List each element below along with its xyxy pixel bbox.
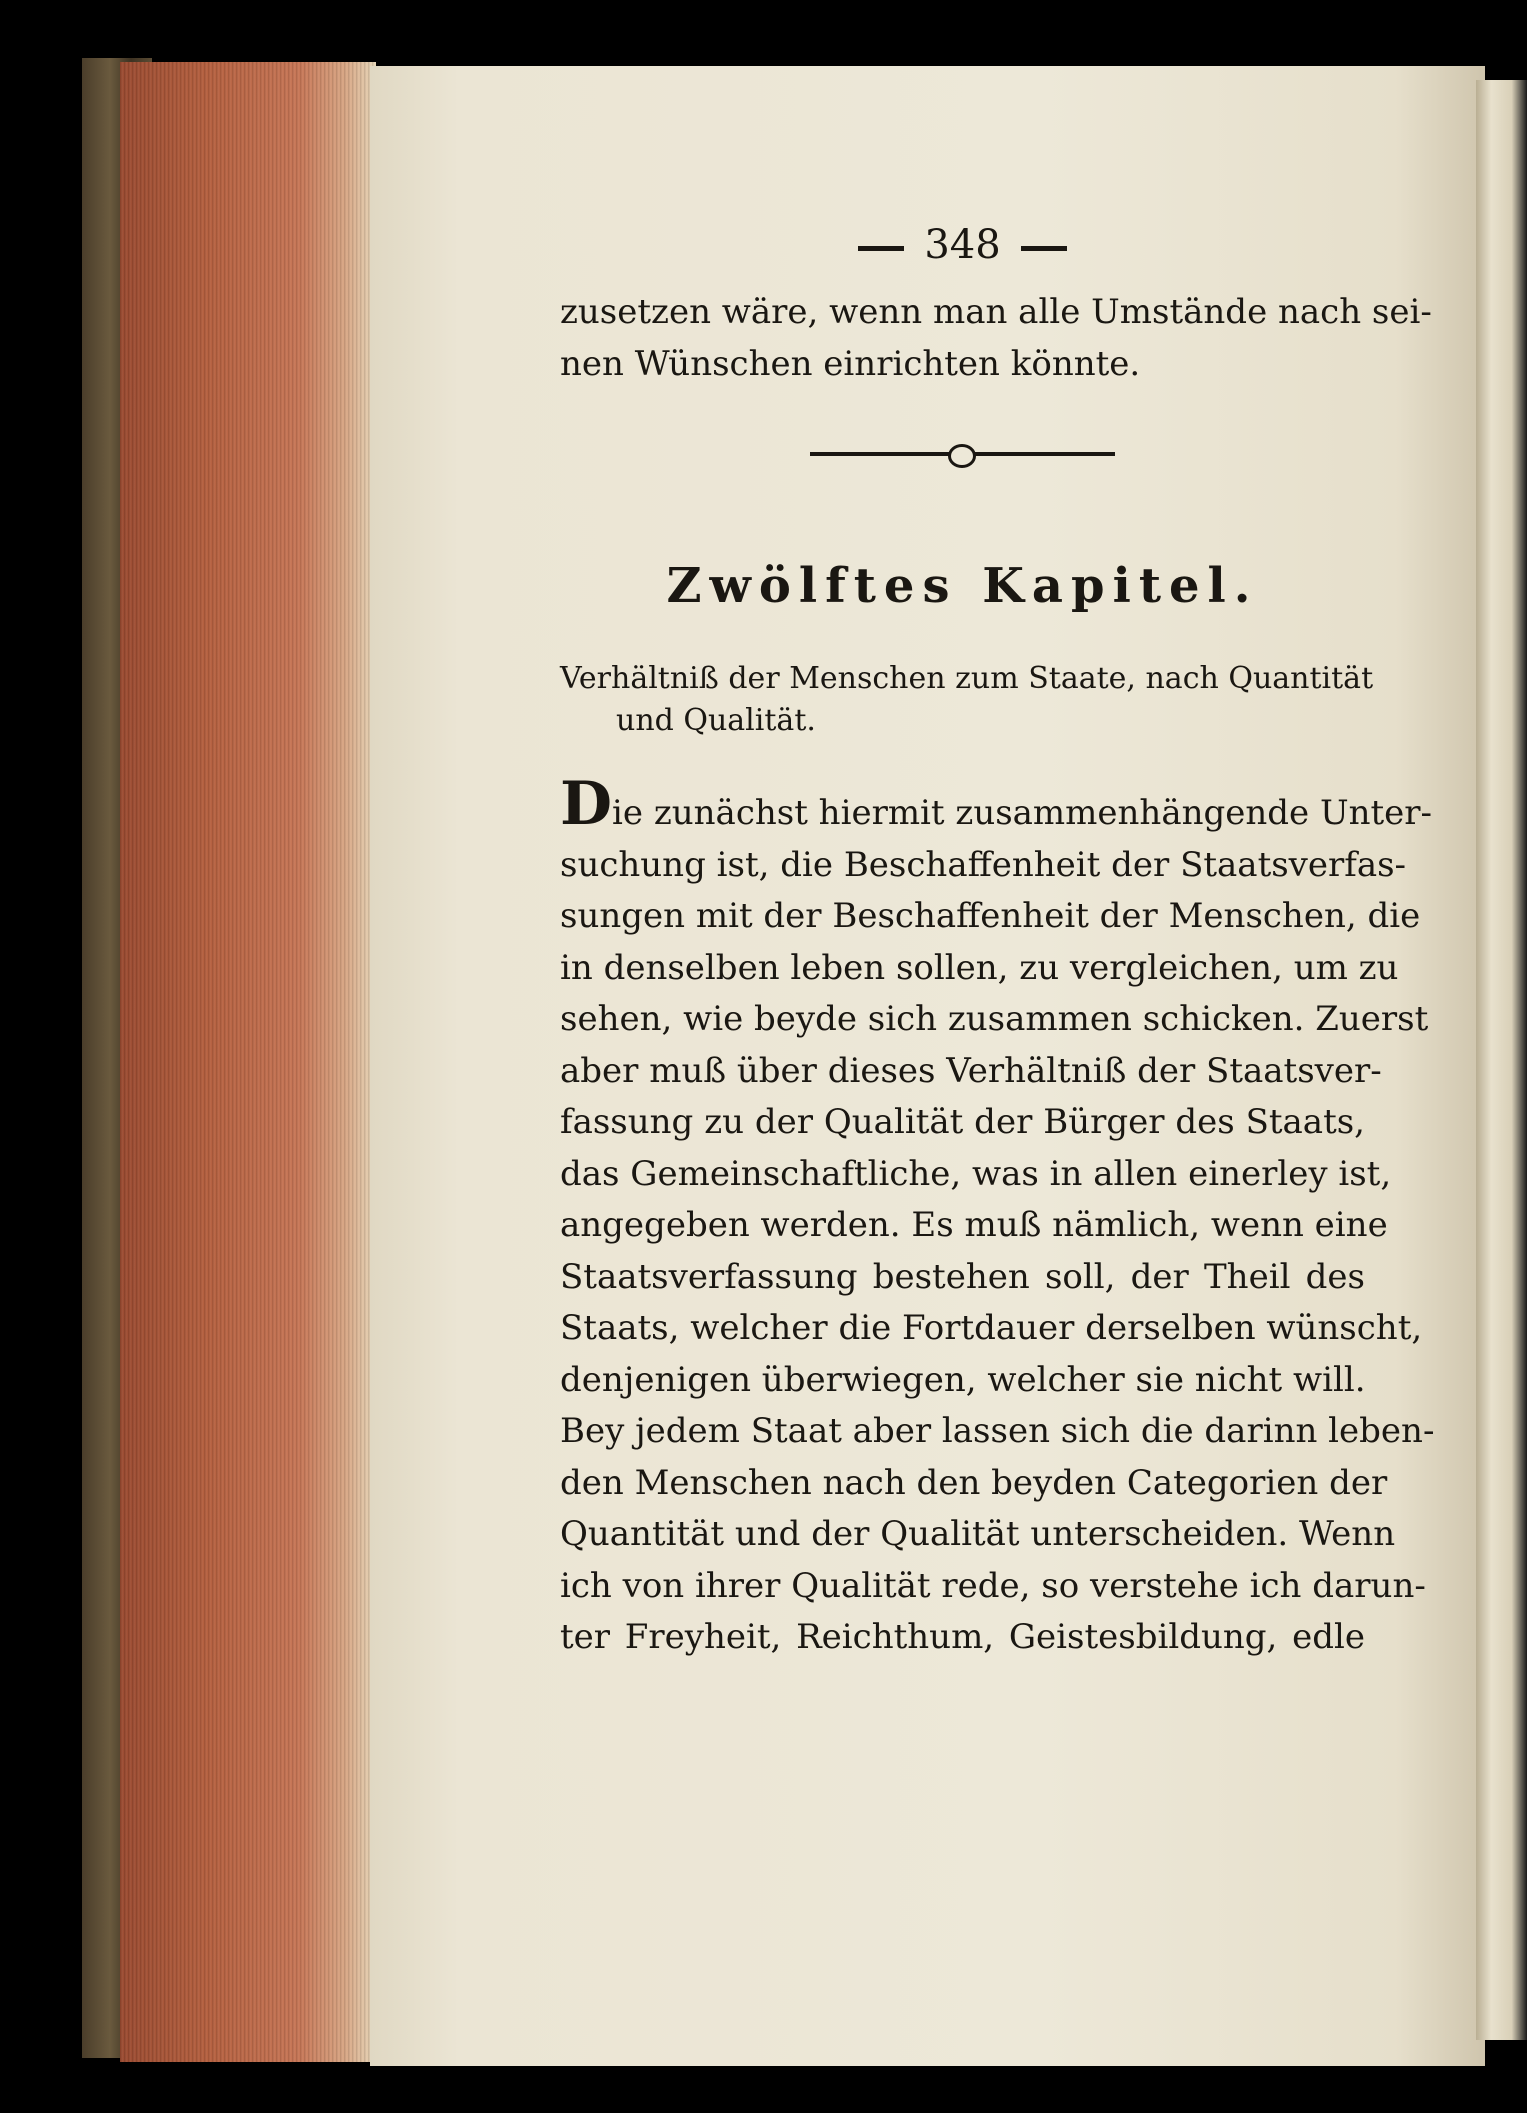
text-line: den Menschen nach den beyden Categorien der: [560, 1462, 1388, 1503]
text-line: aber muß über dieses Verhältniß der Staatsver-: [560, 1050, 1382, 1091]
chapter-summary: [560, 658, 1374, 742]
body-text: [560, 769, 1435, 1664]
page-header: [560, 222, 1365, 268]
continuation-text: [560, 286, 1432, 390]
page-content: [560, 222, 1435, 1664]
chapter-title: Zwölftes Kapitel.: [666, 558, 1259, 614]
chapter-divider-ornament: [810, 442, 1115, 466]
divider-rule-right: [975, 452, 1115, 456]
text-line: angegeben werden. Es muß nämlich, wenn eine: [560, 1205, 1388, 1245]
page-edges: [120, 62, 376, 2062]
text-line: Staats, welcher die Fortdauer derselben wünscht,: [560, 1308, 1423, 1348]
text-line: denjenigen überwiegen, welcher sie nicht will.: [560, 1359, 1366, 1400]
drop-cap: D: [560, 769, 613, 839]
text-line: ich von ihrer Qualität rede, so verstehe ich darun-: [560, 1565, 1426, 1606]
summary-line: und Qualität.: [616, 703, 816, 738]
divider-knot: [948, 444, 976, 468]
text-line: zusetzen wäre, wenn man alle Umstände nach sei-: [560, 292, 1432, 332]
text-line: suchung ist, die Beschaffenheit der Staatsverfas-: [560, 844, 1407, 885]
text-line: das Gemeinschaftliche, was in allen einerley ist,: [560, 1153, 1392, 1194]
text-line: fassung zu der Qualität der Bürger des Staats,: [560, 1102, 1365, 1142]
text-line: Bey jedem Staat aber lassen sich die darinn leben-: [560, 1411, 1435, 1451]
next-page-edge: [1476, 80, 1527, 2040]
header-dash-left: [858, 246, 904, 251]
text-line: Staatsverfassung bestehen soll, der Theil des: [560, 1256, 1365, 1297]
text-line: Quantität und der Qualität unterscheiden. Wenn: [560, 1514, 1396, 1554]
divider-rule-left: [810, 452, 950, 456]
header-dash-right: [1021, 246, 1067, 251]
first-line-rest: ie zunächst hiermit zusammenhängende Unter-: [612, 793, 1433, 833]
text-line: ter Freyheit, Reichthum, Geistesbildung, edle: [560, 1617, 1365, 1657]
page-number: 348: [924, 222, 1001, 268]
text-line: in denselben leben sollen, zu vergleichen, um zu: [560, 947, 1399, 988]
text-line: nen Wünschen einrichten könnte.: [560, 344, 1141, 384]
summary-line: Verhältniß der Menschen zum Staate, nach Quantität: [560, 661, 1374, 696]
text-line: sungen mit der Beschaffenheit der Menschen, die: [560, 896, 1421, 936]
text-line: sehen, wie beyde sich zusammen schicken. Zuerst: [560, 999, 1429, 1039]
text-line: [560, 769, 1433, 840]
